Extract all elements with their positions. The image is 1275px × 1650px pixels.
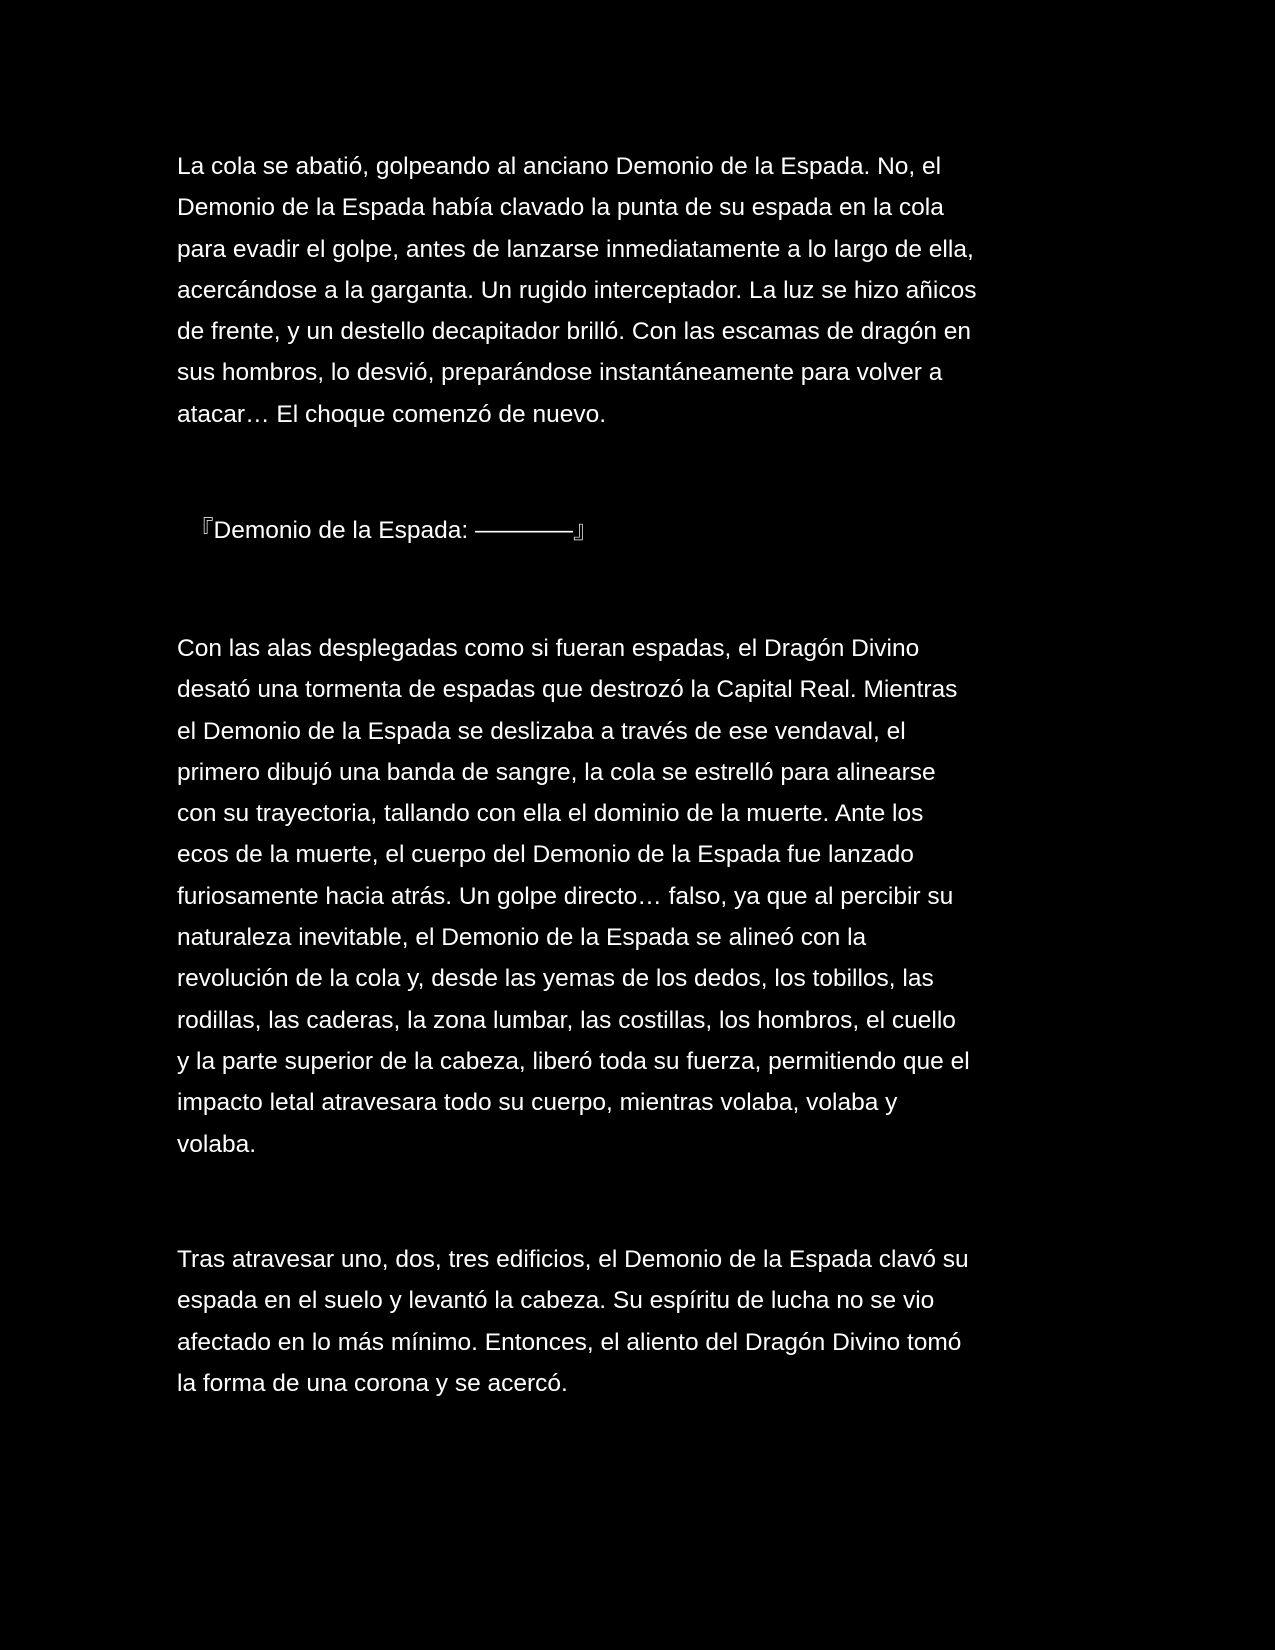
paragraph-3: Tras atravesar uno, dos, tres edificios, el Demonio de la Espada clavó su espada en el suelo y levantó la cabeza. Su espíritu de lucha no se vio afectado en lo más mínimo. Entonces, el aliento del Dragón Divino tomó la forma de una corona y se acercó. — [177, 1246, 969, 1397]
paragraph-1: La cola se abatió, golpeando al anciano Demonio de la Espada. No, el Demonio de la Espada había clavado la punta de su espada en la cola para evadir el golpe, antes de lanzarse inmediatamente a lo largo de ella, acercándose a la garganta. Un rugido interceptador. La luz se hizo añicos de frente, y un destello decapitador brilló. Con las escamas de dragón en sus hombros, lo desvió, preparándose instantáneamente para volver a atacar… El choque comenzó de nuevo. — [177, 153, 977, 428]
dialogue-line: 『Demonio de la Espada: ————』 — [189, 517, 598, 544]
paragraph-2: Con las alas desplegadas como si fueran espadas, el Dragón Divino desató una tormenta de espadas que destrozó la Capital Real. Mientras el Demonio de la Espada se deslizaba a través de ese vendaval, el primero dibujó una banda de sangre, la cola se estrelló para alinearse con su trayectoria, tallando con ella el dominio de la muerte. Ante los ecos de la muerte, el cuerpo del Demonio de la Espada fue lanzado furiosamente hacia atrás. Un golpe directo… falso, ya que al percibir su naturaleza inevitable, el Demonio de la Espada se alineó con la revolución de la cola y, desde las yemas de los dedos, los tobillos, las rodillas, las caderas, la zona lumbar, las costillas, los hombros, el cuello y la parte superior de la cabeza, liberó toda su fuerza, permitiendo que el impacto letal atravesara todo su cuerpo, mientras volaba, volaba y volaba. — [177, 635, 970, 1158]
